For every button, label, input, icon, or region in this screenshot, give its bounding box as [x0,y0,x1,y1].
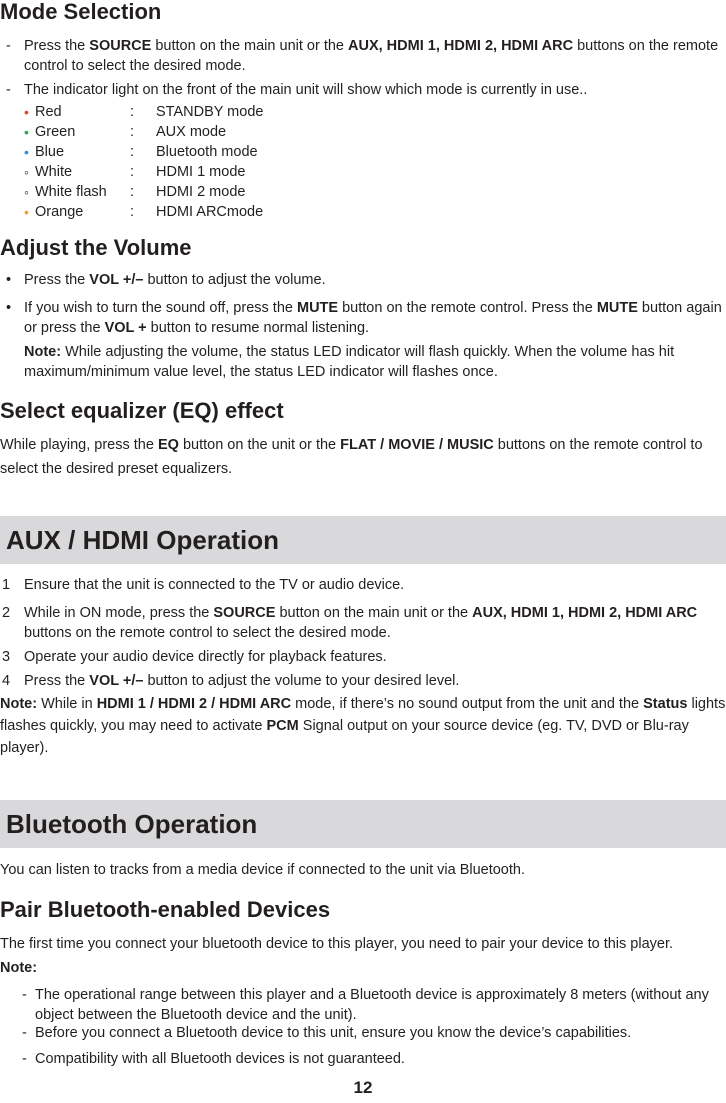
bluetooth-note-2-text: Before you connect a Bluetooth device to this unit, ensure you know the device’s capabilities. [35,1025,632,1041]
dash-marker: - [22,1051,27,1067]
colon: : [130,124,135,140]
aux-step-2 [0,603,726,643]
page-number: 12 [353,1078,373,1097]
bullet-icon: • [6,272,12,288]
indicator-color: Green [35,124,76,140]
indicator-color: Red [35,104,62,120]
eq-heading: Select equalizer (EQ) effect [0,398,284,423]
bullet-icon: • [24,144,29,160]
bluetooth-note-3-text: Compatibility with all Bluetooth devices is not guaranteed. [35,1051,405,1067]
indicator-row [24,142,424,162]
indicator-row [24,202,424,222]
indicator-color: White [35,164,73,180]
mode-selection-heading: Mode Selection [0,0,162,24]
bluetooth-note-label: Note: [0,960,38,976]
aux-step-3 [0,647,726,667]
step-number: 4 [2,673,11,689]
volume-note-text: Note: While adjusting the volume, the status LED indicator will flash quickly. When the volume has hit maximum/minimum value level, the status LED indicator will flashes once. [24,344,675,380]
mode-step-2-text: The indicator light on the front of the main unit will show which mode is currently in use.. [24,82,588,98]
bullet-icon: • [24,104,29,120]
dash-marker: - [6,38,11,54]
indicator-mode: HDMI 1 mode [156,164,246,180]
bullet-icon: • [6,300,12,316]
volume-bullet-2-text: If you wish to turn the sound off, press the MUTE button on the remote control. Press the MUTE button again or press the VOL + button to resume normal listening. [24,300,722,336]
bullet-icon: ◦ [24,164,29,180]
aux-hdmi-title: AUX / HDMI Operation [6,525,280,555]
aux-step-4-text: Press the VOL +/– button to adjust the volume to your desired level. [24,673,460,689]
bullet-icon: • [24,204,29,220]
dash-marker: - [22,987,27,1003]
colon: : [130,104,135,120]
aux-note: Note: While in HDMI 1 / HDMI 2 / HDMI ARC mode, if there’s no sound output from the unit and the Status lights flashes quickly, you may need to activate PCM Signal output on your source device (eg. TV, DVD or Blu-ray player). [0,696,726,756]
volume-bullet-1-text: Press the VOL +/– button to adjust the volume. [24,272,326,288]
colon: : [130,164,135,180]
colon: : [130,184,135,200]
indicator-color: White flash [35,184,107,200]
aux-step-3-text: Operate your audio device directly for playback features. [24,649,387,665]
mode-step-2 [0,80,726,100]
indicator-row [24,162,424,182]
pair-heading: Pair Bluetooth-enabled Devices [0,897,331,922]
bluetooth-note-1-text: The operational range between this player and a Bluetooth device is approximately 8 meters (without any object between the Bluetooth device and the unit). [35,987,709,1023]
volume-heading: Adjust the Volume [0,235,192,260]
aux-step-1 [0,575,726,595]
indicator-row [24,182,424,202]
step-number: 3 [2,649,11,665]
indicator-color: Blue [35,144,65,160]
colon: : [130,204,135,220]
bluetooth-banner [0,800,726,848]
aux-step-1-text: Ensure that the unit is connected to the TV or audio device. [24,577,405,593]
indicator-mode: HDMI 2 mode [156,184,246,200]
mode-step-1-text: Press the SOURCE button on the main unit or the AUX, HDMI 1, HDMI 2, HDMI ARC buttons on the remote control to select the desired mode. [24,38,719,74]
colon: : [130,144,135,160]
step-number: 1 [2,577,11,593]
indicator-color: Orange [35,204,84,220]
indicator-mode: HDMI ARCmode [156,204,264,220]
step-number: 2 [2,605,11,621]
indicator-row [24,122,424,142]
indicator-mode: AUX mode [156,124,227,140]
bluetooth-note-1 [0,985,726,1025]
bullet-icon: ◦ [24,184,29,200]
bluetooth-intro: You can listen to tracks from a media device if connected to the unit via Bluetooth. [0,862,525,878]
pair-text: The first time you connect your bluetooth device to this player, you need to pair your device to this player. [0,936,674,952]
indicator-mode: Bluetooth mode [156,144,258,160]
mode-step-1 [0,36,726,76]
dash-marker: - [6,82,11,98]
bluetooth-note-3 [0,1049,726,1069]
aux-step-2-text: While in ON mode, press the SOURCE button on the main unit or the AUX, HDMI 1, HDMI 2, HDMI ARC buttons on the remote control to select the desired mode. [24,605,698,641]
dash-marker: - [22,1025,27,1041]
bluetooth-note-2 [0,1023,726,1043]
aux-hdmi-banner [0,516,726,564]
aux-step-4 [0,671,726,691]
eq-text: While playing, press the EQ button on the unit or the FLAT / MOVIE / MUSIC buttons on the remote control to select the desired preset equalizers. [0,437,703,477]
indicator-row [24,102,424,122]
bluetooth-title: Bluetooth Operation [6,809,258,839]
volume-bullet-2 [0,298,726,338]
indicator-mode: STANDBY mode [156,104,264,120]
volume-note [0,342,726,382]
bullet-icon: • [24,124,29,140]
volume-bullet-1 [0,270,726,290]
